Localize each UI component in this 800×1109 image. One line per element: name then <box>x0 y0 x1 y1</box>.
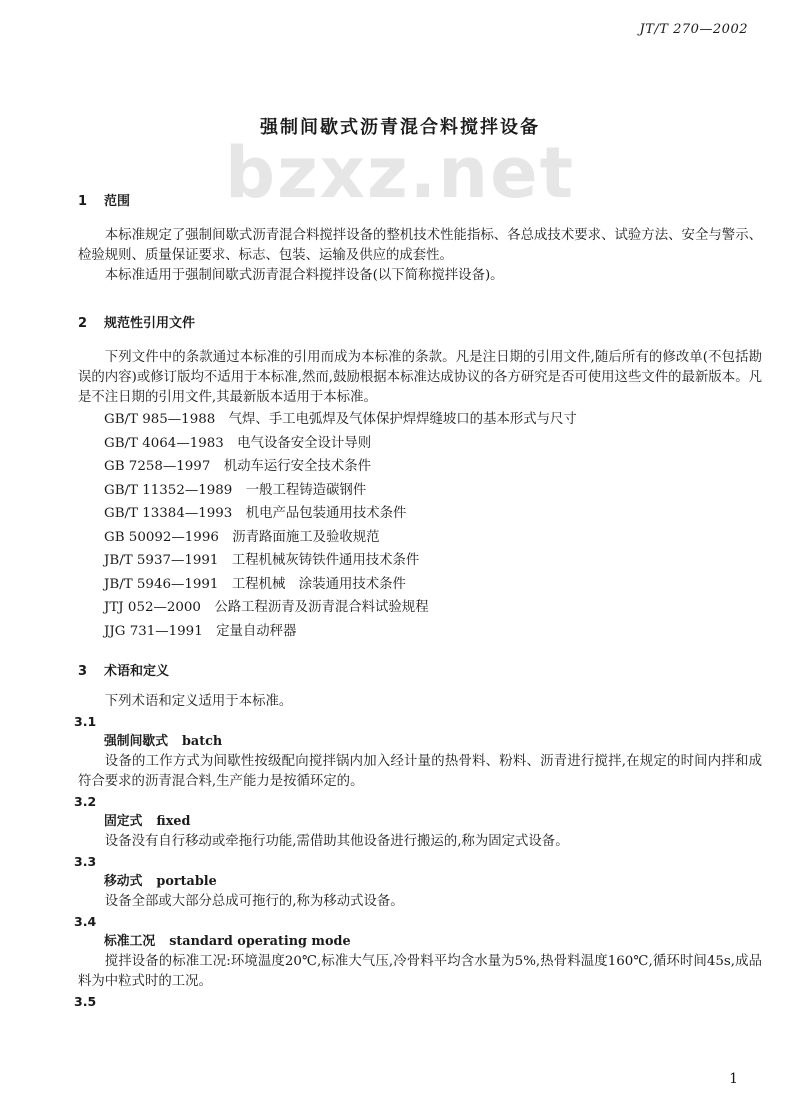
term-number: 3.2 <box>74 794 97 809</box>
reference-item: GB/T 985—1988 气焊、手工电弧焊及气体保护焊焊缝坡口的基本形式与尺寸 <box>104 412 577 427</box>
term-number: 3.1 <box>74 714 97 729</box>
section-heading: 1 范围 <box>78 194 131 209</box>
section-3 <box>74 662 762 1012</box>
term-heading: 移动式 portable <box>104 874 217 889</box>
paragraph: 下列术语和定义适用于本标准。 <box>104 694 293 709</box>
paragraph: 下列文件中的条款通过本标准的引用而成为本标准的条款。凡是注日期的引用文件,随后所有的修改单(不包括勘误的内容)或修订版均不适用于本标准,然而,鼓励根据本标准达成协议的各方研究是否可使用这些文件的最新版本。凡是不注日期的引用文件,其最新版本适用于本标准。 <box>78 350 762 405</box>
term-number: 3.3 <box>74 854 97 869</box>
term-definition: 设备的工作方式为间歇性按级配向搅拌锅内加入经计量的热骨料、粉料、沥青进行搅拌,在规定的时间内拌和成符合要求的沥青混合料,生产能力是按循环定的。 <box>78 754 762 789</box>
paragraph: 本标准规定了强制间歇式沥青混合料搅拌设备的整机技术性能指标、各总成技术要求、试验方法、安全与警示、检验规则、质量保证要求、标志、包装、运输及供应的成套性。 <box>78 228 762 263</box>
section-heading: 3 术语和定义 <box>78 664 170 679</box>
term-number: 3.5 <box>74 994 97 1009</box>
reference-item: GB/T 4064—1983 电气设备安全设计导则 <box>104 435 372 451</box>
reference-item: GB/T 11352—1989 一般工程铸造碳钢件 <box>104 482 367 498</box>
reference-item: JB/T 5946—1991 工程机械 涂装通用技术条件 <box>104 576 406 592</box>
standard-code: JT/T 270—2002 <box>639 22 748 37</box>
reference-item: JTJ 052—2000 公路工程沥青及沥青混合料试验规程 <box>104 600 429 615</box>
paragraph: 本标准适用于强制间歇式沥青混合料搅拌设备(以下简称搅拌设备)。 <box>104 268 504 283</box>
term-definition: 设备全部或大部分总成可拖行的,称为移动式设备。 <box>104 894 404 909</box>
reference-item: GB/T 13384—1993 机电产品包装通用技术条件 <box>104 506 407 521</box>
reference-item: JB/T 5937—1991 工程机械灰铸铁件通用技术条件 <box>104 553 420 568</box>
term-definition: 设备没有自行移动或牵拖行功能,需借助其他设备进行搬运的,称为固定式设备。 <box>104 834 569 849</box>
watermark: bzxz.net <box>224 132 576 214</box>
term-heading: 固定式 fixed <box>104 814 191 829</box>
term-definition: 搅拌设备的标准工况:环境温度20℃,标准大气压,冷骨料平均含水量为5%,热骨料温度160℃,循环时间45s,成品料为中粒式时的工况。 <box>78 954 762 989</box>
section-1 <box>78 192 762 286</box>
section-2 <box>78 314 762 643</box>
document-title: 强制间歇式沥青混合料搅拌设备 <box>260 117 540 138</box>
reference-item: GB 7258—1997 机动车运行安全技术条件 <box>104 459 372 474</box>
reference-item: JJG 731—1991 定量自动秤器 <box>104 623 297 639</box>
term-heading: 标准工况 standard operating mode <box>104 934 351 949</box>
section-heading: 2 规范性引用文件 <box>78 316 196 331</box>
term-heading: 强制间歇式 batch <box>104 734 223 749</box>
term-number: 3.4 <box>74 914 97 929</box>
reference-item: GB 50092—1996 沥青路面施工及验收规范 <box>104 529 380 545</box>
page-number: 1 <box>729 1071 738 1087</box>
